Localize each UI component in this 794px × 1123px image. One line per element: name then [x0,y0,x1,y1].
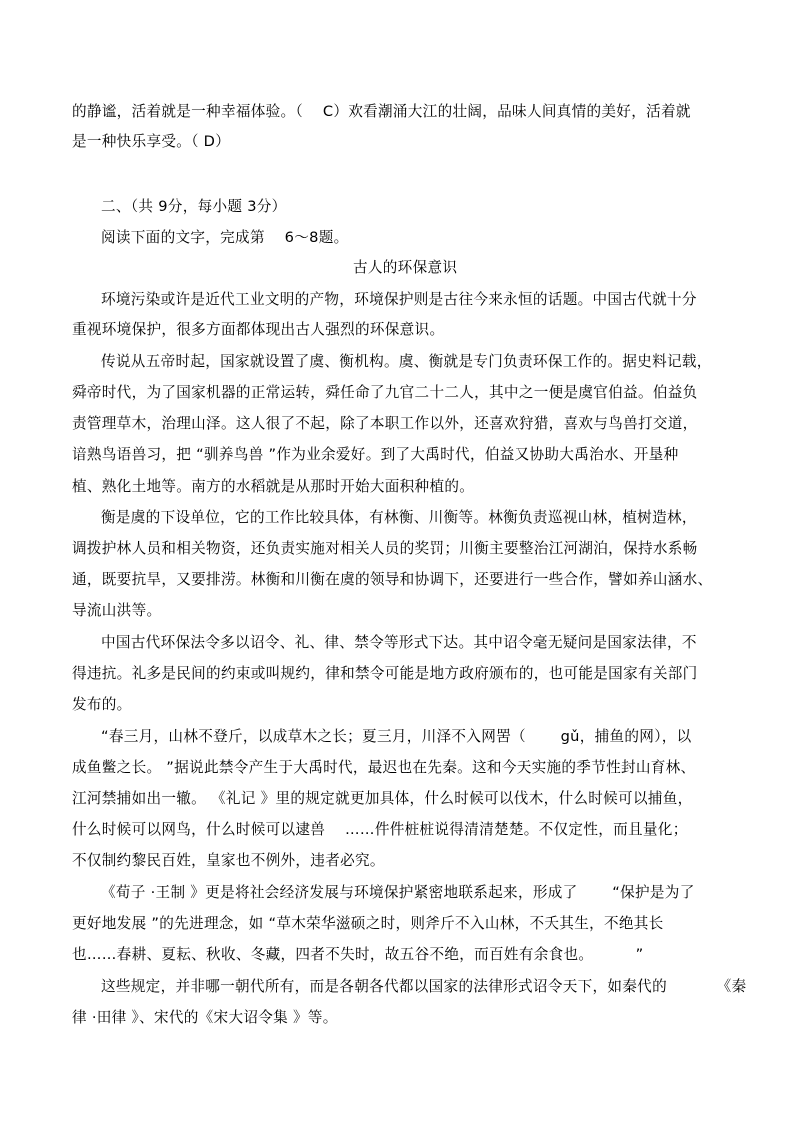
article-title: 古人的环保意识 [353,259,458,276]
text-line: 得违抗。礼多是民间的约束或叫规约，律和禁令可能是地方政府颁布的，也可能是国家有关部门 [72,665,698,682]
text-line: 更好地发展 ”的先进理念，如 “草木荣华滋硕之时，则斧斤不入山林，不夭其生，不绝其长 [72,915,664,932]
text-line: 是一种快乐享受。（ D） [72,133,231,150]
text-line: 的静谧，活着就是一种幸福体验。（ C）欢看潮涌大江的壮阔，品味人间真情的美好，活着就 [72,103,691,120]
text-line: 植、熟化土地等。南方的水稻就是从那时开始大面积种植的。 [72,478,475,495]
text-line: 传说从五帝时起，国家就设置了虞、衡机构。虞、衡就是专门负责环保工作的。据史料记载， [101,353,712,370]
text-line: 发布的。 [72,696,132,713]
text-line: 中国古代环保法令多以诏令、礼、律、禁令等形式下达。其中诏令毫无疑问是国家法律，不 [101,634,697,651]
text-line: 通，既要抗旱，又要排涝。林衡和川衡在虞的领导和协调下，还要进行一些合作，譬如养山涵水、 [72,571,713,588]
instruction: 阅读下面的文字，完成第 6～8题。 [101,229,349,246]
text-line: 不仅制约黎民百姓，皇家也不例外，违者必究。 [72,852,385,869]
text-line: 导流山洪等。 [72,602,162,619]
section-heading: 二、（共 9分，每小题 3分） [101,198,287,215]
text-line: 也……春耕、夏耘、秋收、冬藏，四者不失时，故五谷不绝，而百姓有余食也。 ” [72,946,644,963]
text-line: 舜帝时代，为了国家机器的正常运转，舜任命了九官二十二人，其中之一便是虞官伯益。伯益负 [72,384,698,401]
text-line: 环境污染或许是近代工业文明的产物，环境保护则是古往今来永恒的话题。中国古代就十分 [101,291,697,308]
text-line: 什么时候可以网鸟，什么时候可以逮兽 ……件件桩桩说得清清楚楚。不仅定性，而且量化； [72,821,688,838]
text-line: 《荀子 ·王制 》更是将社会经济发展与环境保护紧密地联系起来，形成了 “保护是为了 [101,884,695,901]
text-line: “春三月，山林不登斤，以成草木之长；夏三月，川泽不入网罟（ gǔ，捕鱼的网），以 [101,728,692,745]
text-line: 调拨护林人员和相关物资，还负责实施对相关人员的奖罚；川衡主要整治江河湖泊，保持水系畅 [72,540,698,557]
text-line: 成鱼鳖之长。 ”据说此禁令产生于大禹时代，最迟也在先秦。这和今天实施的季节性封山育林、 [72,759,696,776]
text-line: 谙熟鸟语兽习，把 “驯养鸟兽 ”作为业余爱好。到了大禹时代，伯益又协助大禹治水、开垦种 [72,446,679,463]
text-line: 江河禁捕如出一辙。 《礼记 》里的规定就更加具体，什么时候可以伐木，什么时候可以捕鱼， [72,790,693,807]
text-line: 律 ·田律 》、宋代的《宋大诏令集 》等。 [72,1009,338,1026]
text-line: 责管理草木，治理山泽。这人很了不起，除了本职工作以外，还喜欢狩猎，喜欢与鸟兽打交道， [72,415,698,432]
text-line: 衡是虞的下设单位，它的工作比较具体，有林衡、川衡等。林衡负责巡视山林，植树造林， [101,509,697,526]
text-line: 重视环境保护，很多方面都体现出古人强烈的环保意识。 [72,321,445,338]
text-line: 这些规定，并非哪一朝代所有，而是各朝各代都以国家的法律形式诏令天下，如秦代的 《秦 [101,978,747,995]
